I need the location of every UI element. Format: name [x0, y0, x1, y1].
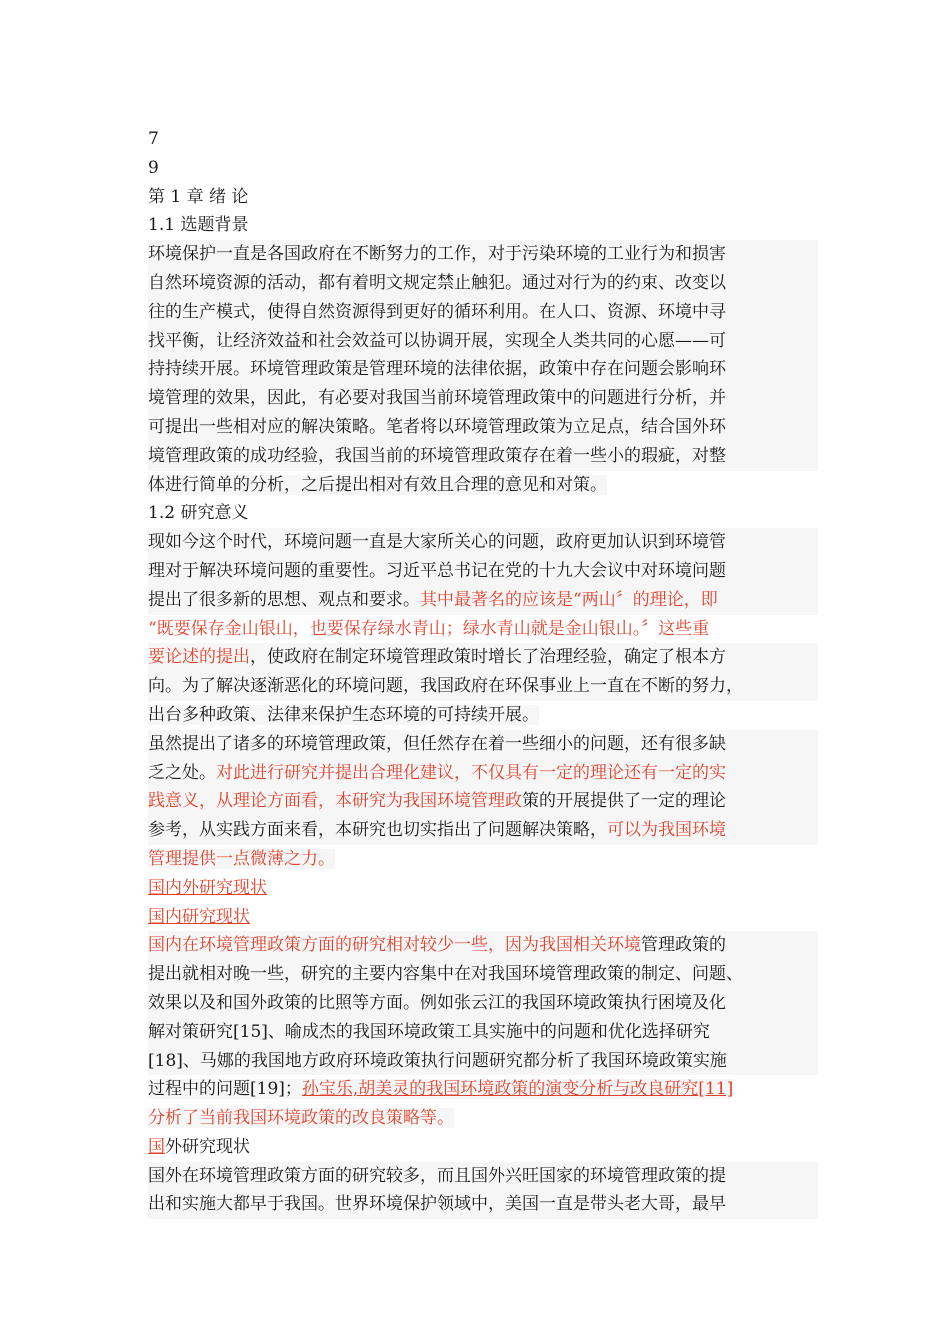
highlighted-text: 管理提供一点微薄之力。	[148, 848, 335, 869]
text-line	[148, 643, 818, 672]
text-run: 外研究现状	[165, 1136, 250, 1157]
highlighted-text: 可以为我国环境	[607, 820, 726, 841]
paragraph-significance-1	[148, 528, 818, 730]
highlighted-text: 国内在环境管理政策方面的研究相对较少一些，因为我国相关环境	[148, 935, 641, 956]
text-line: 理对于解决环境问题的重要性。习近平总书记在党的十九大会议中对环境问题	[148, 557, 818, 586]
paragraph-significance-2	[148, 730, 818, 874]
text-line	[148, 845, 818, 874]
document-body	[148, 125, 818, 1219]
text-line: 境管理的效果，因此，有必要对我国当前环境管理政策中的问题进行分析，并	[148, 384, 818, 413]
text-line: 向。为了解决逐渐恶化的环境问题，我国政府在环保事业上一直在不断的努力，	[148, 672, 818, 701]
highlighted-text-line: “既要保存金山银山，也要保存绿水青山；绿水青山就是金山银山。〞这些重	[148, 618, 710, 639]
text-line: 环境保护一直是各国政府在不断努力的工作，对于污染环境的工业行为和损害	[148, 240, 818, 269]
text-line	[148, 759, 818, 788]
text-line: 效果以及和国外政策的比照等方面。例如张云江的我国环境政策执行困境及化	[148, 989, 818, 1018]
text-line: 解对策研究[15]、喻成杰的我国环境政策工具实施中的问题和优化选择研究	[148, 1018, 818, 1047]
text-line	[148, 787, 818, 816]
highlighted-text: 孙宝乐,胡美灵的我国环境政策的演变分析与改良研究[11]	[301, 1079, 734, 1100]
text-run: 参考，从实践方面来看，本研究也切实指出了问题解决策略，	[148, 820, 607, 841]
paragraph-domestic	[148, 931, 818, 1133]
text-line: 提出就相对晚一些，研究的主要内容集中在对我国环境管理政策的制定、问题、	[148, 960, 818, 989]
page-number: 7	[148, 129, 159, 149]
text-line: 境管理政策的成功经验，我国当前的环境管理政策存在着一些小的瑕疵，对整	[148, 442, 818, 471]
chapter-title: 第 1 章 绪 论	[148, 186, 249, 207]
highlighted-text: 国	[148, 1136, 165, 1157]
highlighted-text: 践意义，从理论方面看，本研究为我国环境管理政	[148, 791, 522, 812]
text-line	[148, 586, 818, 615]
text-line	[148, 1104, 818, 1133]
text-run: 策的开展提供了一定的理论	[522, 791, 726, 812]
text-line: 虽然提出了诸多的环境管理政策，但任然存在着一些细小的问题，还有很多缺	[148, 730, 818, 759]
text-run: 提出了很多新的思想、观点和要求。	[148, 589, 420, 610]
highlighted-text: 对此进行研究并提出合理化建议，不仅具有一定的理论还有一定的实	[216, 762, 726, 783]
text-line: 持持续开展。环境管理政策是管理环境的法律依据，政策中存在问题会影响环	[148, 355, 818, 384]
text-line: 现如今这个时代，环境问题一直是大家所关心的问题，政府更加认识到环境管	[148, 528, 818, 557]
text-run: 乏之处。	[148, 762, 216, 783]
text-line	[148, 471, 818, 500]
section-heading-1-1: 1.1 选题背景	[148, 215, 249, 236]
text-run: 过程中的问题[19]；	[148, 1079, 302, 1100]
text-line	[148, 816, 818, 845]
text-line: 出和实施大都早于我国。世界环境保护领域中，美国一直是带头老大哥，最早	[148, 1190, 818, 1219]
highlighted-text: 其中最著名的应该是“两山〞的理论，即	[420, 589, 718, 610]
text-line: [18]、马娜的我国地方政府环境政策执行问题研究都分析了我国环境政策实施	[148, 1047, 818, 1076]
text-run: 出台多种政策、法律来保护生态环境的可持续开展。	[148, 704, 539, 725]
text-line	[148, 701, 818, 730]
text-run: 管理政策的	[641, 935, 726, 956]
highlighted-text: 要论述的提出	[148, 647, 250, 668]
text-line: 自然环境资源的活动，都有着明文规定禁止触犯。通过对行为的约束、改变以	[148, 269, 818, 298]
text-line	[148, 1075, 818, 1104]
section-heading-foreign	[148, 1133, 818, 1162]
text-line: 国外在环境管理政策方面的研究较多，而且国外兴旺国家的环境管理政策的提	[148, 1162, 818, 1191]
highlighted-text: 分析了当前我国环境政策的改良策略等。	[148, 1108, 454, 1129]
section-heading-1-2: 1.2 研究意义	[148, 503, 249, 524]
paragraph-background	[148, 240, 818, 499]
section-heading-domestic: 国内研究现状	[148, 906, 250, 927]
section-heading-research-status: 国内外研究现状	[148, 877, 267, 898]
text-line: 往的生产模式，使得自然资源得到更好的循环利用。在人口、资源、环境中寻	[148, 298, 818, 327]
text-run: ，使政府在制定环境管理政策时增长了治理经验，确定了根本方	[250, 647, 726, 668]
page-number: 9	[148, 157, 159, 178]
text-line	[148, 931, 818, 960]
text-line: 找平衡，让经济效益和社会效益可以协调开展，实现全人类共同的心愿——可	[148, 327, 818, 356]
text-run: 体进行简单的分析，之后提出相对有效且合理的意见和对策。	[148, 474, 607, 495]
paragraph-foreign	[148, 1162, 818, 1220]
text-line: 可提出一些相对应的解决策略。笔者将以环境管理政策为立足点，结合国外环	[148, 413, 818, 442]
